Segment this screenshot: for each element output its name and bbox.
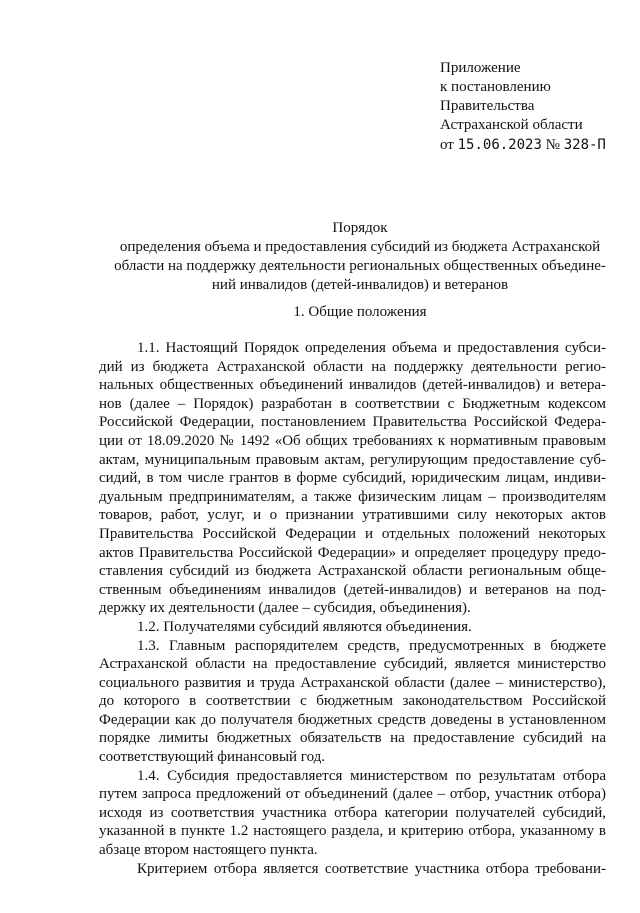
paragraph-1-4 <box>99 767 606 860</box>
appendix-line: к постановлению <box>440 79 551 95</box>
text-line: нов (далее – Порядок) разработан в соответствии с Бюджетным кодексом <box>99 395 606 412</box>
text-line: 1.3. Главным распорядителем средств, предусмотренных в бюджете <box>137 637 606 654</box>
paragraph-criterion <box>99 860 606 879</box>
text-line: актов Правительства Российской Федерации» и определяет процедуру предо- <box>99 544 606 561</box>
text-line: ции от 18.09.2020 № 1492 «Об общих требованиях к нормативным правовым <box>99 432 606 449</box>
date-value: 15.06.2023 <box>457 137 542 153</box>
paragraph-1-2 <box>99 618 606 637</box>
appendix-line: Астраханской области <box>440 117 583 133</box>
text-line: указанной в пункте 1.2 настоящего раздела, и критерию отбора, указанному в <box>99 823 606 840</box>
text-line: Астраханской области на предоставление субсидий, является министерство <box>99 656 606 673</box>
text-line: нальных общественных объединений инвалидов (детей-инвалидов) и ветера- <box>99 377 606 394</box>
text-line: исходя из соответствия участника отбора категории получателей субсидий, <box>99 804 606 821</box>
text-line: соответствующий финансовый год. <box>99 749 326 766</box>
document-title <box>100 219 620 295</box>
title-line: определения объема и предоставления субсидий из бюджета Астраханской <box>119 239 601 255</box>
text-line: 1.2. Получателями субсидий являются объединения. <box>137 618 472 635</box>
text-line: ставления субсидий из бюджета Астраханской области региональным обще- <box>99 563 606 580</box>
paragraph-1-1 <box>99 339 606 618</box>
text-line: социального развития и труда Астраханской области (далее – министерство), <box>99 674 606 691</box>
text-line: до которого в соответствии с бюджетным законодательством Российской <box>99 693 606 710</box>
text-line: Федерации как до получателя бюджетных средств доведены в установленном <box>99 711 606 728</box>
text-line: Критерием отбора является соответствие участника отбора требовани- <box>137 860 606 877</box>
number-sign: № <box>545 137 560 153</box>
text-line: Российской Федерации, постановлением Правительства Российской Федера- <box>99 414 606 431</box>
text-line: Правительства Российской Федерации и отдельных положений некоторых <box>99 525 606 542</box>
title-line: ний инвалидов (детей-инвалидов) и ветеранов <box>211 277 509 293</box>
text-line: актам, муниципальным правовым актам, регулирующим предоставление суб- <box>99 451 606 468</box>
text-line: дий из бюджета Астраханской области на поддержку деятельности регио- <box>99 358 606 375</box>
appendix-block <box>440 59 630 155</box>
appendix-line: Приложение <box>440 60 521 76</box>
number-value: 328-П <box>563 137 606 153</box>
paragraph-1-3 <box>99 637 606 767</box>
text-line: дуальным предпринимателям, а также физическим лицам – производителям <box>99 488 606 505</box>
text-line: порядке лимиты бюджетных обязательств на предоставление субсидий на <box>99 730 606 747</box>
text-line: сидий, в том числе грантов в форме субсидий, юридическим лицам, индиви- <box>99 470 606 487</box>
text-line: 1.1. Настоящий Порядок определения объема и предоставления субси- <box>137 340 606 356</box>
text-line: товаров, работ, услуг, и о признании утратившими силу некоторых актов <box>99 507 606 524</box>
date-prefix: от <box>440 137 454 153</box>
text-line: 1.4. Субсидия предоставляется министерством по результатам отбора <box>137 767 606 784</box>
text-line: абзаце втором настоящего пункта. <box>99 842 318 859</box>
section-heading: 1. Общие положения <box>293 304 427 320</box>
appendix-date-line <box>440 136 630 155</box>
text-line: держку их деятельности (далее – субсидия, объединения). <box>99 600 471 617</box>
body-text <box>99 339 606 878</box>
text-line: ственным объединениям инвалидов (детей-инвалидов) и ветеранов на под- <box>99 581 606 598</box>
title-line: области на поддержку деятельности региональных общественных объедине- <box>114 258 606 274</box>
title-line: Порядок <box>332 220 388 236</box>
text-line: путем запроса предложений от объединений (далее – отбор, участник отбора) <box>99 786 606 803</box>
appendix-line: Правительства <box>440 98 535 114</box>
